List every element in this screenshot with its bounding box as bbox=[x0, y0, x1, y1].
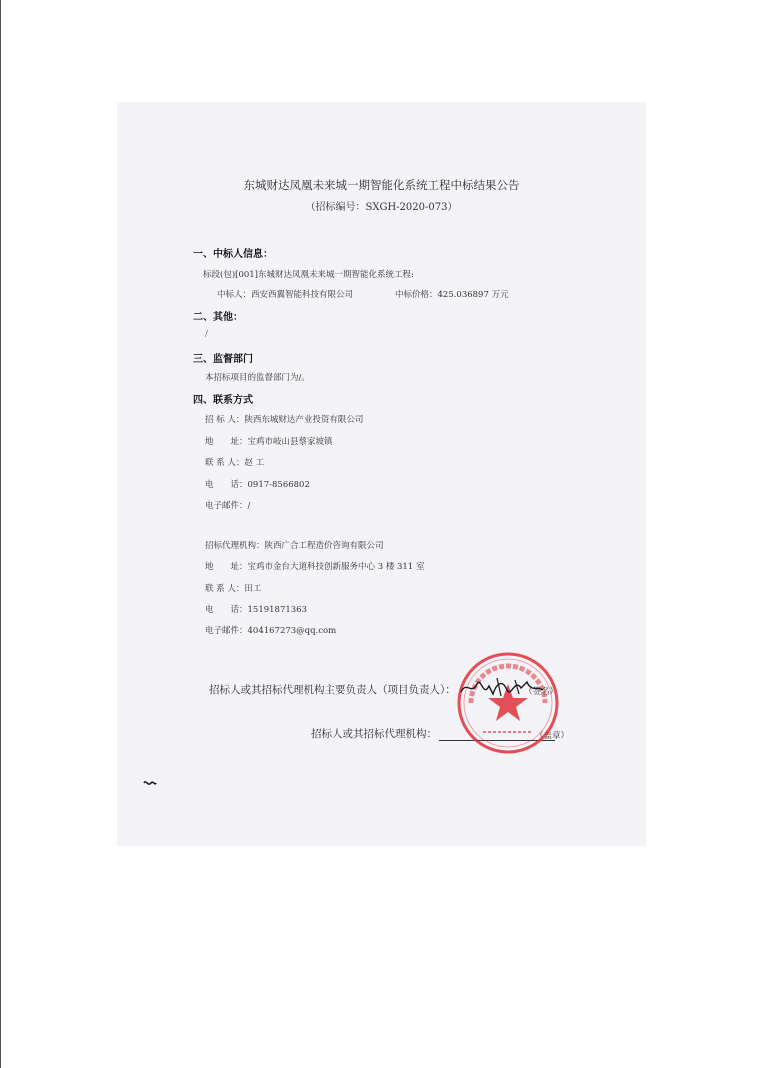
section1-heading: 一、中标人信息： bbox=[193, 249, 273, 260]
agency-phone: 电 话：15191871363 bbox=[205, 605, 307, 615]
price-line: 中标价格：425.036897 万元 bbox=[395, 290, 509, 300]
document-title: 东城财达凤凰未来城一期智能化系统工程中标结果公告 bbox=[243, 178, 520, 192]
handwritten-signature bbox=[457, 674, 553, 700]
winner-line: 中标人：西安西翼智能科技有限公司 bbox=[217, 290, 354, 300]
section4-heading: 四、联系方式 bbox=[193, 395, 253, 406]
scanned-document-page bbox=[117, 102, 646, 846]
page-left-border bbox=[0, 0, 1, 1068]
tenderer-address: 地 址：宝鸡市岐山县蔡家坡镇 bbox=[205, 437, 333, 447]
agency-address: 地 址：宝鸡市金台大道科技创新服务中心 3 楼 311 室 bbox=[205, 562, 425, 572]
document-subtitle: （招标编号：SXGH-2020-073） bbox=[305, 202, 458, 213]
agency-contact: 联 系 人：田工 bbox=[205, 584, 262, 594]
tenderer-contact: 联 系 人：赵 工 bbox=[205, 458, 265, 468]
agency-name: 招标代理机构：陕西广合工程造价咨询有限公司 bbox=[205, 541, 384, 551]
tenderer-email: 电子邮件：/ bbox=[205, 501, 251, 511]
tenderer-phone: 电 话：0917-8566802 bbox=[205, 480, 310, 490]
agency-email: 电子邮件：404167273@qq.com bbox=[205, 626, 337, 636]
section2-content: / bbox=[205, 329, 208, 339]
signature-person-suffix: （签名） bbox=[524, 687, 559, 697]
section3-heading: 三、监督部门 bbox=[193, 354, 253, 365]
signature-person-label: 招标人或其招标代理机构主要负责人（项目负责人）： bbox=[209, 684, 456, 696]
red-seal-stamp bbox=[453, 648, 563, 758]
section2-heading: 二、其他： bbox=[193, 312, 243, 323]
lot-line: 标段(包)[001]东城财达凤凰未来城一期智能化系统工程: bbox=[203, 270, 414, 280]
signature-org-suffix: （盖章） bbox=[535, 731, 570, 741]
stray-ink-mark bbox=[143, 778, 157, 788]
tenderer-name: 招 标 人：陕西东城财达产业投资有限公司 bbox=[205, 415, 364, 425]
signature-org-label: 招标人或其招标代理机构： bbox=[311, 728, 437, 740]
section3-content: 本招标项目的监督部门为/。 bbox=[205, 373, 310, 383]
